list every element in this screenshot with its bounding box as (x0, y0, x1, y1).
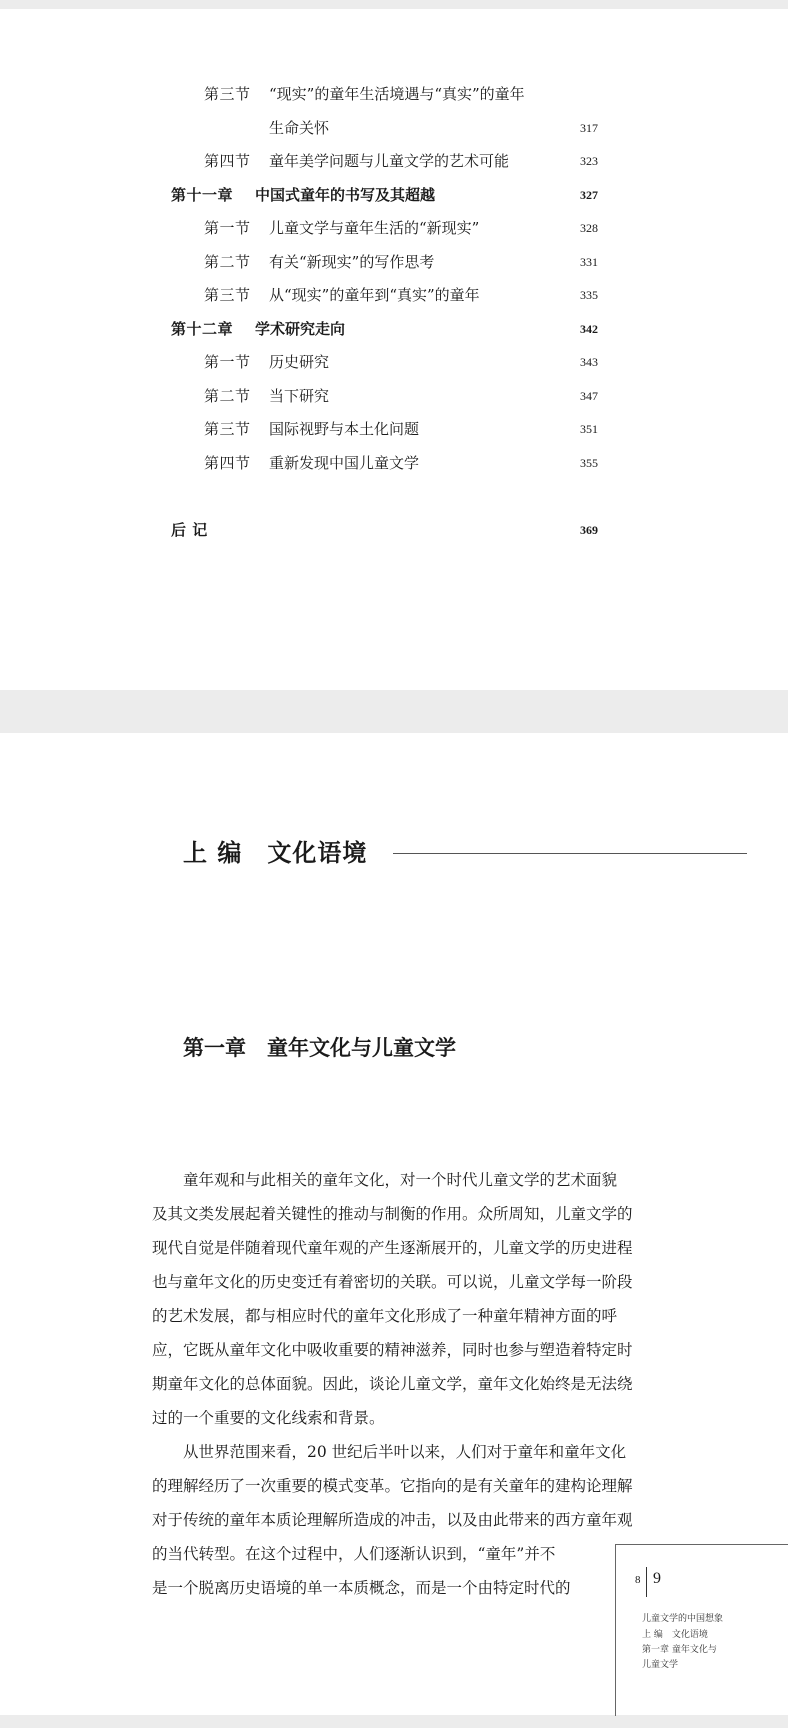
toc-entry-number: 第四节 (204, 152, 251, 170)
toc-section-entry (0, 116, 788, 140)
toc-entry-title: 历史研究 (269, 353, 330, 371)
page-number-left: 8 (635, 1574, 641, 1586)
toc-section-entry (0, 82, 788, 106)
toc-entry-number: 第一节 (204, 353, 251, 371)
text-line: 也与童年文化的历史变迁有着密切的关联。可以说，儿童文学每一阶段 (152, 1273, 633, 1291)
toc-section-entry (0, 417, 788, 441)
text-line: 及其文类发展起着关键性的推动与制衡的作用。众所周知，儿童文学的 (152, 1205, 633, 1223)
body-paragraph-1 (152, 1163, 647, 1435)
toc-entry-page: 331 (580, 255, 598, 269)
toc-entry-title: 儿童文学与童年生活的“新现实” (269, 219, 480, 237)
running-part: 上 编 文化语境 (642, 1630, 708, 1640)
toc-entry-title: 童年美学问题与儿童文学的艺术可能 (269, 152, 510, 170)
text-line: 从世界范围来看，20 世纪后半叶以来，人们对于童年和童年文化 (152, 1443, 627, 1461)
toc-entry-page: 327 (580, 188, 598, 202)
toc-entry-page: 323 (580, 154, 598, 168)
toc-entry-number: 第十二章 (171, 320, 234, 338)
text-line: 的艺术发展，都与相应时代的童年文化形成了一种童年精神方面的呼 (152, 1307, 618, 1325)
text-line: 现代自觉是伴随着现代童年观的产生逐渐展开的，儿童文学的历史进程 (152, 1239, 633, 1257)
running-chapter-cont: 儿童文学 (642, 1660, 679, 1670)
toc-entry-page: 335 (580, 288, 598, 302)
text-line: 是一个脱离历史语境的单一本质概念，而是一个由特定时代的 (152, 1579, 571, 1597)
part-title: 上 编 文化语境 (183, 838, 368, 867)
text-line: 的理解经历了一次重要的模式变革。它指向的是有关童年的建构论理解 (152, 1477, 633, 1495)
margin-running-head (615, 1544, 788, 1716)
toc-entry-page: 351 (580, 422, 598, 436)
toc-entry-title: 有关“新现实”的写作思考 (269, 253, 435, 271)
toc-section-entry (0, 216, 788, 240)
toc-entry-title: 中国式童年的书写及其超越 (255, 186, 436, 204)
text-line: 的当代转型。在这个过程中，人们逐渐认识到，“童年”并不 (152, 1545, 556, 1563)
toc-chapter-entry (0, 317, 788, 341)
toc-entry-number: 第三节 (204, 420, 251, 438)
part-title-rule (393, 853, 747, 854)
text-line: 应，它既从童年文化中吸收重要的精神滋养，同时也参与塑造着特定时 (152, 1341, 633, 1359)
toc-entry-page: 347 (580, 389, 598, 403)
toc-section-entry (0, 384, 788, 408)
chapter-title: 第一章 童年文化与儿童文学 (183, 1035, 456, 1060)
toc-entry-title: 学术研究走向 (255, 320, 346, 338)
toc-entry-title: 生命关怀 (269, 119, 330, 137)
body-paragraph-2 (152, 1435, 647, 1605)
toc-entry-number: 第一节 (204, 219, 251, 237)
page-number-right: 9 (653, 1570, 661, 1587)
toc-section-entry (0, 250, 788, 274)
text-line: 童年观和与此相关的童年文化，对一个时代儿童文学的艺术面貌 (152, 1171, 618, 1189)
text-line: 对于传统的童年本质论理解所造成的冲击，以及由此带来的西方童年观 (152, 1511, 633, 1529)
toc-section-entry (0, 283, 788, 307)
toc-entry-number: 第二节 (204, 253, 251, 271)
toc-entry-page: 369 (580, 523, 598, 537)
toc-section-entry (0, 149, 788, 173)
toc-section-entry (0, 350, 788, 374)
toc-chapter-entry (0, 518, 788, 542)
toc-entry-title: 当下研究 (269, 387, 330, 405)
toc-entry-page: 317 (580, 121, 598, 135)
toc-entry-number: 第四节 (204, 454, 251, 472)
toc-entry-number: 第二节 (204, 387, 251, 405)
toc-entry-number: 第三节 (204, 85, 251, 103)
toc-entry-number: 第十一章 (171, 186, 234, 204)
toc-entry-title: 从“现实”的童年到“真实”的童年 (269, 286, 480, 304)
toc-section-entry (0, 451, 788, 475)
toc-entry-title: 重新发现中国儿童文学 (269, 454, 420, 472)
toc-entry-page: 343 (580, 355, 598, 369)
chapter-page (0, 733, 788, 1715)
running-book-title: 儿童文学的中国想象 (642, 1614, 724, 1624)
page-number-divider (646, 1567, 647, 1597)
toc-entry-page: 355 (580, 456, 598, 470)
toc-entry-page: 328 (580, 221, 598, 235)
toc-chapter-entry (0, 183, 788, 207)
toc-page (0, 9, 788, 690)
running-chapter: 第一章 童年文化与 (642, 1645, 717, 1655)
text-line: 期童年文化的总体面貌。因此，谈论儿童文学，童年文化始终是无法绕 (152, 1375, 633, 1393)
toc-entry-title: “现实”的童年生活境遇与“真实”的童年 (269, 85, 525, 103)
toc-entry-number: 后 记 (171, 521, 208, 539)
toc-entry-number: 第三节 (204, 286, 251, 304)
text-line: 过的一个重要的文化线索和背景。 (152, 1409, 385, 1427)
toc-entry-page: 342 (580, 322, 598, 336)
toc-entry-title: 国际视野与本土化问题 (269, 420, 420, 438)
